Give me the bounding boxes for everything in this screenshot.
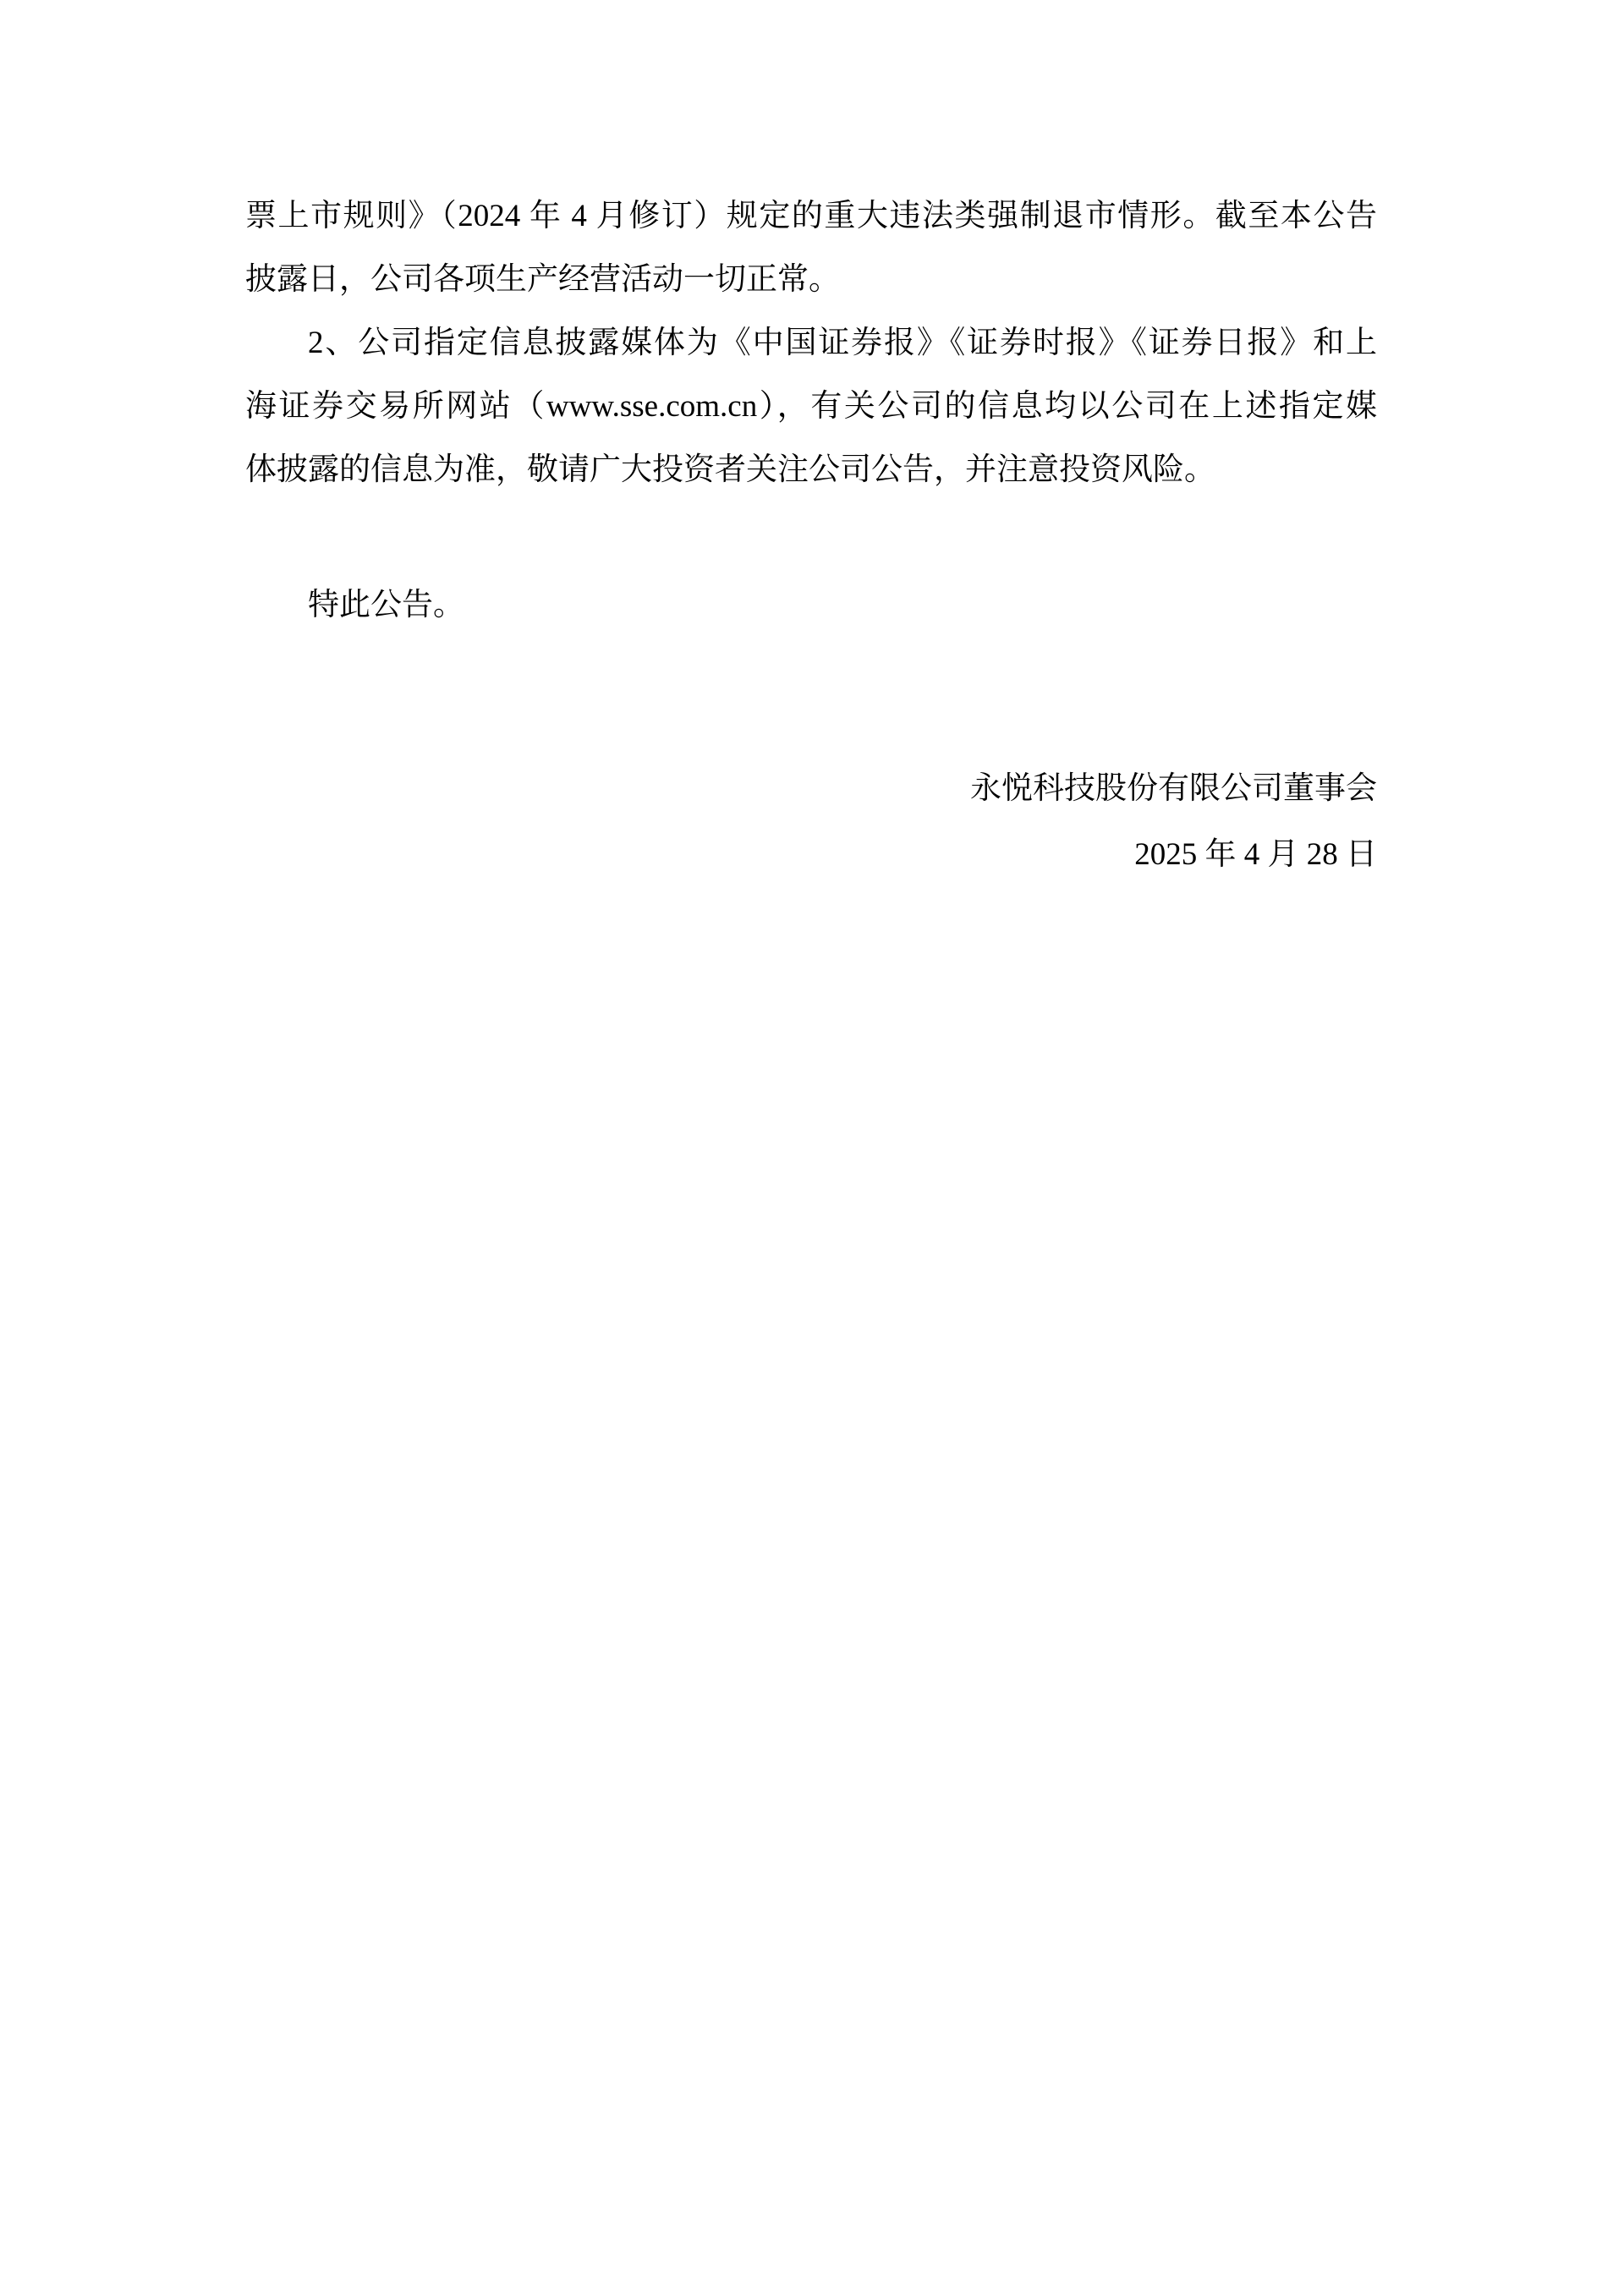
paragraph-media-line-2: 海证券交易所网站（www.sse.com.cn），有关公司的信息均以公司在上述指定媒	[245, 389, 1377, 424]
blank-line	[245, 501, 1377, 565]
signature-company: 永悦科技股份有限公司董事会	[970, 771, 1377, 806]
paragraph-media-line-1: 2、公司指定信息披露媒体为《中国证券报》《证券时报》《证券日报》和上	[308, 326, 1377, 360]
closing-statement: 特此公告。	[308, 588, 464, 622]
paragraph-continued-line-2: 披露日，公司各项生产经营活动一切正常。	[245, 262, 840, 297]
paragraph-continued-line-1: 票上市规则》（2024 年 4 月修订）规定的重大违法类强制退市情形。截至本公告	[245, 199, 1377, 233]
signature-date: 2025 年 4 月 28 日	[1134, 837, 1377, 872]
paragraph-media-line-3: 体披露的信息为准，敬请广大投资者关注公司公告，并注意投资风险。	[245, 452, 1215, 487]
announcement-body	[245, 184, 1377, 886]
